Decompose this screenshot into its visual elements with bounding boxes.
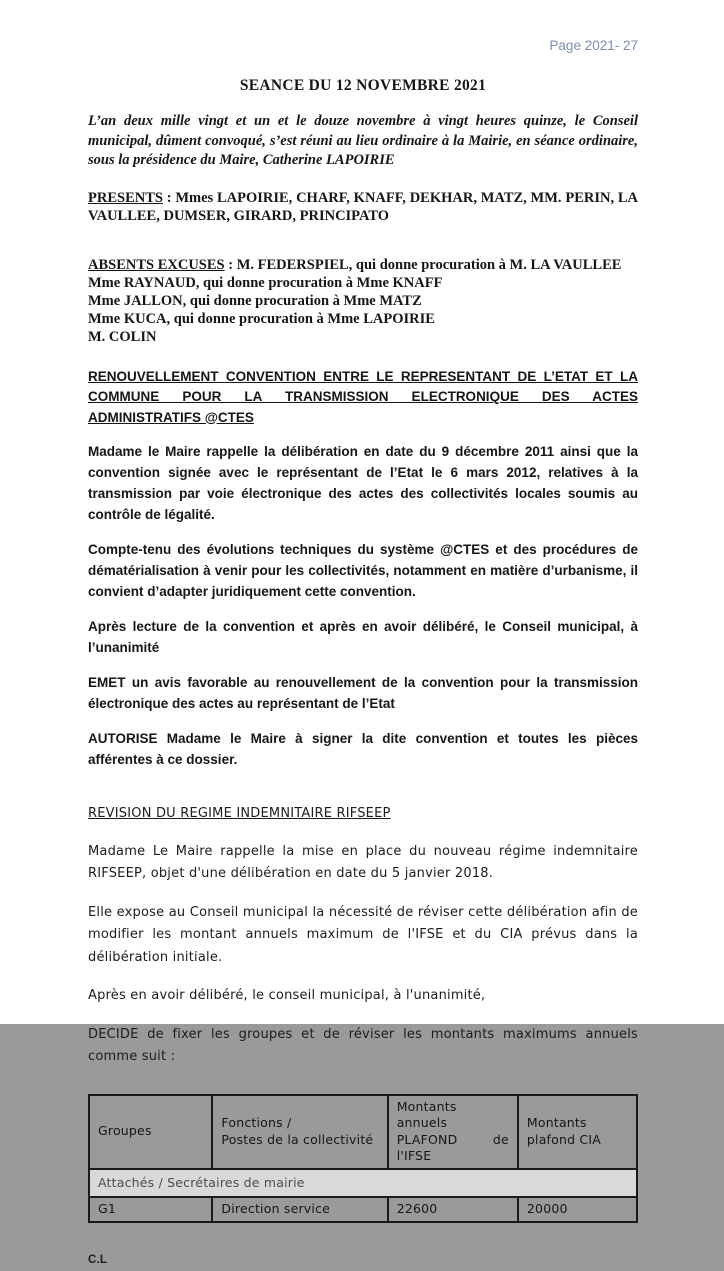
section-ctes-paragraph: Après lecture de la convention et après en avoir délibéré, le Conseil municipal, à l’unanimité xyxy=(88,616,638,658)
table-header-groupes: Groupes xyxy=(89,1095,212,1169)
absents-first-line xyxy=(88,256,638,274)
section-rifseep-paragraph: Elle expose au Conseil municipal la nécessité de réviser cette délibération afin de modifier les montant annuels maximum de l'IFSE et du CIA prévus dans la délibération initiale. xyxy=(88,902,638,970)
table-row xyxy=(89,1197,637,1222)
table-category-label: Attachés / Secrétaires de mairie xyxy=(89,1169,637,1198)
intro-paragraph: L’an deux mille vingt et un et le douze novembre à vingt heures quinze, le Conseil municipal, dûment convoqué, s’est réuni au lieu ordinaire à la Mairie, en séance ordinaire, sous la présidence du Maire, Catherine LAPOIRIE xyxy=(88,112,638,171)
cell-cia: 20000 xyxy=(518,1197,637,1222)
cell-fonction: Direction service xyxy=(212,1197,387,1222)
section-rifseep xyxy=(88,803,638,1271)
section-rifseep-paragraph: Madame Le Maire rappelle la mise en place du nouveau régime indemnitaire RIFSEEP, objet d'une délibération en date du 5 janvier 2018. xyxy=(88,841,638,886)
section-ctes xyxy=(88,367,638,771)
section-ctes-paragraph: AUTORISE Madame le Maire à signer la dite convention et toutes les pièces afférentes à ce dossier. xyxy=(88,728,638,770)
document-title: SEANCE DU 12 NOVEMBRE 2021 xyxy=(88,77,638,95)
table-header-row xyxy=(89,1095,637,1169)
presents-label: PRESENTS xyxy=(88,190,163,206)
section-ctes-paragraph: Madame le Maire rappelle la délibération en date du 9 décembre 2011 ainsi que la convention signée avec le représentant de l’Etat le 6 mars 2012, relatives à la transmission par voie électronique des actes des collectivités locales soumis au contrôle de légalité. xyxy=(88,441,638,525)
section-ctes-paragraph: EMET un avis favorable au renouvellement de la convention pour la transmission électronique des actes au représentant de l’Etat xyxy=(88,672,638,714)
section-rifseep-paragraph: Après en avoir délibéré, le conseil municipal, à l'unanimité, xyxy=(88,985,638,1008)
absents-first-text: : M. FEDERSPIEL, qui donne procuration à M. LA VAULLEE xyxy=(225,257,622,273)
table-header-ifse: Montants annuels PLAFOND de l'IFSE xyxy=(388,1095,518,1169)
absent-line: Mme JALLON, qui donne procuration à Mme MATZ xyxy=(88,292,638,310)
table-category-row xyxy=(89,1169,637,1198)
absent-line: Mme KUCA, qui donne procuration à Mme LAPOIRIE xyxy=(88,310,638,328)
page-number: Page 2021- 27 xyxy=(88,38,638,53)
presents-paragraph xyxy=(88,189,638,225)
absents-paragraph xyxy=(88,256,638,346)
table-header-fonctions: Fonctions / Postes de la collectivité xyxy=(212,1095,387,1169)
section-rifseep-heading: REVISION DU REGIME INDEMNITAIRE RIFSEEP xyxy=(88,803,638,826)
absent-line: Mme RAYNAUD, qui donne procuration à Mme KNAFF xyxy=(88,274,638,292)
section-ctes-heading: RENOUVELLEMENT CONVENTION ENTRE LE REPRESENTANT DE L’ETAT ET LA COMMUNE POUR LA TRANSMISSION ELECTRONIQUE DES ACTES ADMINISTRATIFS @CTES xyxy=(88,367,638,429)
cell-ifse: 22600 xyxy=(388,1197,518,1222)
absents-label: ABSENTS EXCUSES xyxy=(88,257,225,273)
rifseep-table xyxy=(88,1094,638,1223)
section-rifseep-paragraph: DECIDE de fixer les groupes et de réviser les montants maximums annuels comme suit : xyxy=(88,1024,638,1069)
cell-groupe: G1 xyxy=(89,1197,212,1222)
footer-initials: C.L xyxy=(88,1249,638,1271)
absent-line: M. COLIN xyxy=(88,328,638,346)
section-ctes-paragraph: Compte-tenu des évolutions techniques du système @CTES et des procédures de dématérialisation à venir pour les collectivités, notamment en matière d’urbanisme, il convient d’adapter juridiquement cette convention. xyxy=(88,539,638,602)
table-header-cia: Montants plafond CIA xyxy=(518,1095,637,1169)
presents-text: : Mmes LAPOIRIE, CHARF, KNAFF, DEKHAR, MATZ, MM. PERIN, LA VAULLEE, DUMSER, GIRARD, PRINCIPATO xyxy=(88,190,638,224)
